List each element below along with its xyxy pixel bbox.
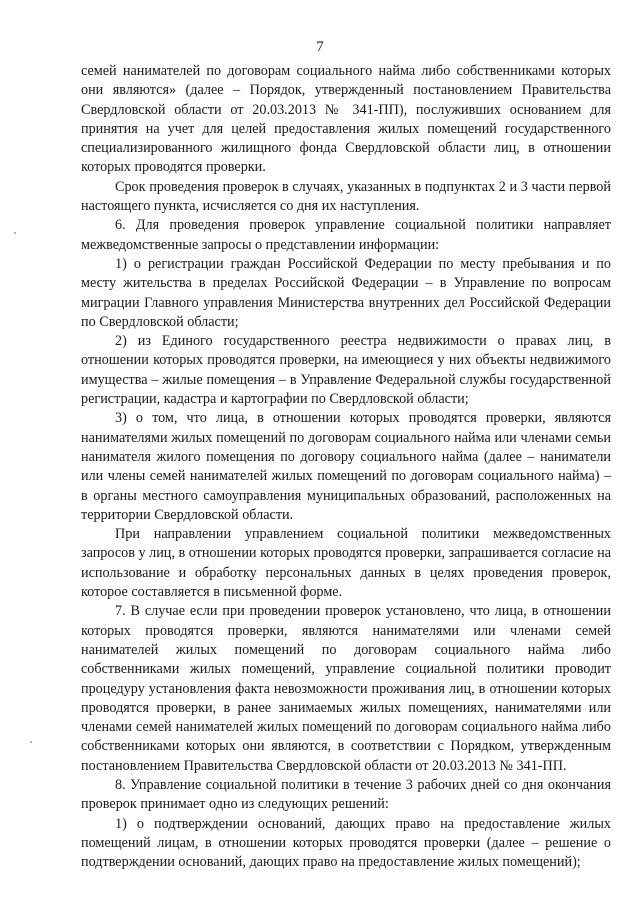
- paragraph-item-6-sub-1: 1) о регистрации граждан Российской Федерации по месту пребывания и по месту жительства в пределах Российской Федерации – в Управление по вопросам миграции Главного управления Министерства внутренних дел Российской Федерации по Свердловской области;: [81, 255, 611, 330]
- paragraph-consent: При направлении управлением социальной политики межведомственных запросов у лиц, в отношении которых проводятся проверки, запрашивается согласие на использование и обработку персональных данных в целях проведения проверок, которое составляется в письменной форме.: [81, 526, 611, 601]
- paragraph-check-period: Срок проведения проверок в случаях, указанных в подпунктах 2 и 3 части первой настоящего пункта, исчисляется со дня их наступления.: [81, 178, 611, 215]
- paragraph-continuation: семей нанимателей по договорам социального найма либо собственниками которых они являются» (далее – Порядок, утвержденный постановлением Правительства Свердловской области от 20.03.2013 № 341-ПП), послуживших основанием для принятия на учет для целей предоставления жилых помещений государственного специализированного жилищного фонда Свердловской области лиц, в отношении которых проводятся проверки.: [81, 63, 611, 176]
- paragraph-item-6-sub-2: 2) из Единого государственного реестра недвижимости о правах лиц, в отношении которых проводятся проверки, на имеющиеся у них объекты недвижимого имущества – жилые помещения – в Управление Федеральной службы государственной регистрации, кадастра и картографии по Свердловской области;: [81, 333, 611, 408]
- page-number: 7: [316, 39, 324, 55]
- paragraph-item-6-sub-3: 3) о том, что лица, в отношении которых проводятся проверки, являются нанимателями жилых помещений по договорам социального найма или членами семьи нанимателя жилого помещения по договору социального найма (далее – наниматели или члены семей нанимателей жилых помещений по договорам социального найма) – в органы местного самоуправления муниципальных образований, расположенных на территории Свердловской области.: [81, 410, 611, 523]
- paragraph-item-6: 6. Для проведения проверок управление социальной политики направляет межведомственные запросы о представлении информации:: [81, 217, 611, 253]
- paragraph-item-7: 7. В случае если при проведении проверок установлено, что лица, в отношении которых проводятся проверки, являются нанимателями или членами семей нанимателей жилых помещений по договорам социального найма либо собственниками жилых помещений, управление социальной политики проводит процедуру установления факта невозможности проживания лиц, в отношении которых проводятся проверки, в ранее занимаемых жилых помещениях, нанимателями или членами семей нанимателей жилых помещений по договорам социального найма либо собственниками которых они являются, в соответствии с Порядком, утвержденным постановлением Правительства Свердловской области от 20.03.2013 № 341-ПП.: [81, 603, 611, 774]
- paragraph-item-8-sub-1: 1) о подтверждении оснований, дающих право на предоставление жилых помещений лицам, в отношении которых проводятся проверки (далее – решение о подтверждении оснований, дающих право на предоставление жилых помещений);: [81, 815, 611, 871]
- scan-speck: [14, 232, 16, 234]
- scan-speck: [30, 741, 32, 743]
- document-body: [81, 62, 611, 872]
- paragraph-item-8: 8. Управление социальной политики в течение 3 рабочих дней со дня окончания проверок принимает одно из следующих решений:: [81, 776, 611, 813]
